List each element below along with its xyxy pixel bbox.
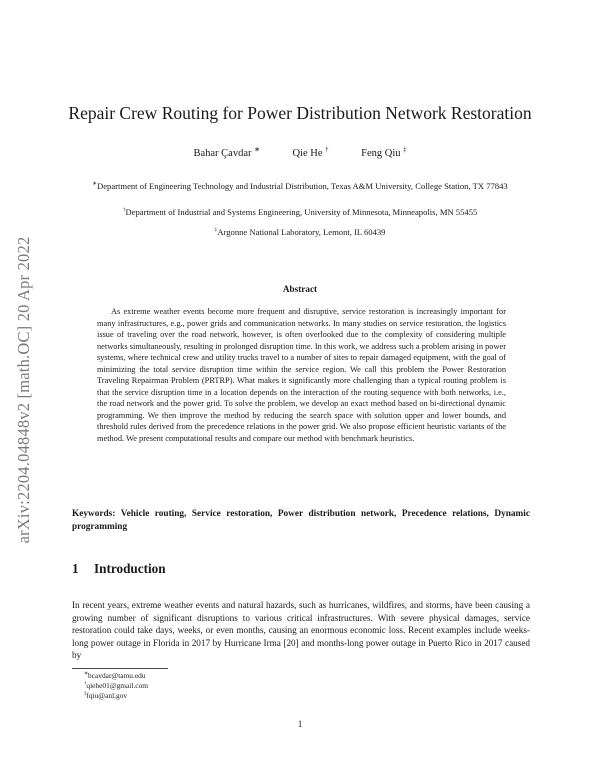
section-number: 1 [72, 561, 79, 576]
page-number: 1 [297, 719, 303, 729]
abstract-text: As extreme weather events become more frequent and disruptive, service restoration is increasingly important for many infrastructures, e.g., power grids and communication networks. In many studies on service restoration, the logistics issue of traveling over the road network, however, is often overlooked due to the complexity of considering multiple networks simultaneously, resulting in prolonged disruption time. In this work, we address such a problem arising in power systems, where technical crew and utility trucks travel to a number of sites to repair damaged equipment, with the goal of minimizing the total service disruption time within the service region. We call this problem the Power Restoration Traveling Repairman Problem (PRTRP). What makes it significantly more challenging than a typical routing problem is that the service disruption time in a location depends on the interaction of the routing sequence with both networks, i.e., the road network and the power grid. To solve the problem, we develop an exact method based on bi-directional dynamic programming. We then improve the method by reducing the search space with solution upper and lower bounds, and threshold rules derived from the precedence relations in the power grid. We also propose efficient heuristic variants of the method. We present computational results and compare our method with benchmark heuristics. [97, 307, 506, 443]
footnote-2: †qiehe01@gmail.com [84, 680, 149, 690]
author-2: Qie He † [292, 146, 329, 159]
footnote-3: ‡fqiu@anl.gov [84, 690, 128, 700]
arxiv-identifier: arXiv:2204.04848v2 [math.OC] 20 Apr 2022 [14, 236, 33, 544]
footnotes [72, 671, 148, 700]
section-title: Introduction [94, 561, 166, 576]
footnote-divider [72, 668, 168, 669]
affiliation-1: ∗Department of Engineering Technology and Industrial Distribution, Texas A&M University, College Station, TX 77843 [92, 181, 508, 191]
abstract-heading: Abstract [282, 284, 318, 294]
keywords: Keywords: Vehicle routing, Service restoration, Power distribution network, Precedence relations, Dynamic programming [72, 509, 530, 532]
introduction-paragraph: In recent years, extreme weather events and natural hazards, such as hurricanes, wildfires, and storms, have been causing a growing number of significant disruptions to various critical infrastructures. With severe physical damages, service restoration could take days, weeks, or even months, causing an enormous economic loss. Recent examples include weeks-long power outage in Florida in 2017 by Hurricane Irma [20] and months-long power outage in Puerto Rico in 2017 caused by [72, 600, 530, 660]
section-heading [72, 561, 166, 577]
paper-title: Repair Crew Routing for Power Distribution Network Restoration [68, 103, 532, 123]
author-1: Bahar Çavdar ∗ [193, 146, 260, 159]
arxiv-sidebar [6, 190, 42, 590]
affiliation-2: †Department of Industrial and Systems Engineering, University of Minnesota, Minneapolis, MN 55455 [122, 207, 478, 217]
author-3: Feng Qiu ‡ [361, 146, 407, 159]
affiliation-3: ‡Argonne National Laboratory, Lemont, IL 60439 [214, 227, 386, 237]
footnote-1: ∗bcavdar@tamu.edu [84, 671, 146, 680]
author-list [0, 148, 600, 159]
